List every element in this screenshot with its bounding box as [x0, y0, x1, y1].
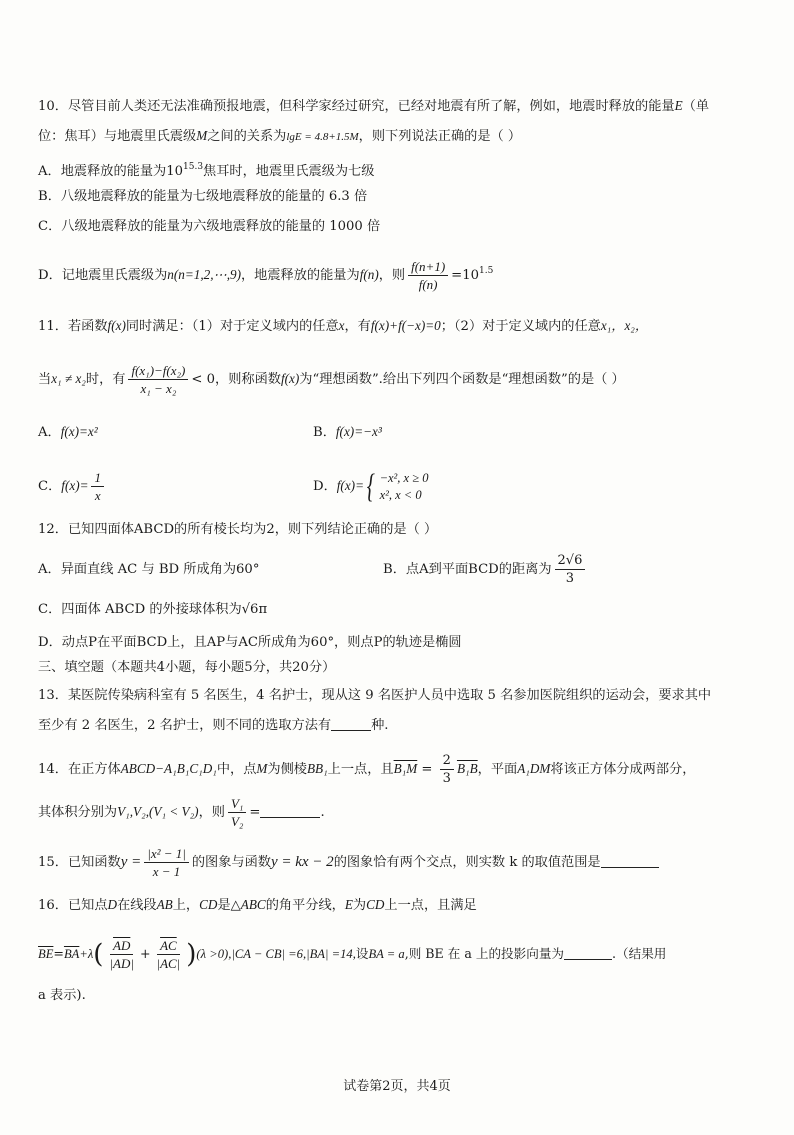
q15-y-eq: y = — [120, 854, 142, 870]
q16-frac2-den: |AC| — [156, 956, 181, 971]
q10-option-d — [38, 252, 756, 295]
q10-option-a-text: A．地震释放的能量为10 — [38, 164, 183, 179]
q16-text-1b: 在线段 — [117, 898, 157, 913]
q16-frac1-num: $\overline{AD}$ — [110, 937, 133, 955]
q14-m: M — [256, 761, 268, 776]
q15-line — [38, 842, 756, 883]
q14-cube: ABCD−A₁B₁C₁D₁ — [120, 761, 217, 776]
q11-option-c-den: x — [94, 488, 101, 503]
q14-answer-blank[interactable] — [260, 817, 320, 818]
q11-frac-num: f(x₁)−f(x₂) — [128, 362, 188, 380]
q11-option-c-fraction — [91, 469, 104, 504]
q16-frac1-den: |AD| — [109, 956, 134, 971]
q16-e: E — [344, 897, 353, 912]
q14-text-1d: 上一点，且 — [327, 762, 394, 777]
q13-text-2a: 至少有 2 名医生，2 名护士，则不同的选取方法有 — [38, 718, 332, 733]
q16-lambda-cond: (λ >0), — [196, 947, 232, 961]
q14-text-2d: . — [320, 805, 325, 820]
q16-frac2-num: $\overline{AC}$ — [157, 937, 180, 955]
q15-text-b: 的图象与函数 — [191, 855, 271, 870]
q12-option-c — [38, 600, 756, 620]
q16-line-1 — [38, 895, 756, 916]
q16-text-1g: 上一点，且满足 — [384, 898, 477, 913]
q11-fraction — [128, 362, 188, 397]
q13-answer-blank[interactable] — [331, 730, 371, 731]
q10-option-a-exp: 15.3 — [183, 162, 204, 172]
q13-line-1 — [38, 686, 756, 706]
q10-option-b-text: B．八级地震释放的能量为七级地震释放的能量的 6.3 倍 — [38, 189, 368, 204]
q11-text: 11．若函数 — [38, 319, 108, 334]
q14-text-2c: = — [249, 805, 261, 820]
q16-cond-b: |BA| =14, — [306, 947, 356, 961]
q11-option-a-label: A． — [38, 425, 61, 440]
q14-vec-left: B₁M — [393, 761, 418, 776]
q11-case-2: x², x < 0 — [379, 487, 422, 502]
q14-text-2b: ，则 — [198, 805, 225, 820]
q11-x: x — [338, 318, 345, 333]
q14-text-1e: ，平面 — [477, 762, 518, 777]
q14-ratio-num: V₁ — [228, 795, 246, 813]
q16-text-1f: 为 — [352, 898, 367, 913]
q12-stem-text: 12．已知四面体ABCD的所有棱长均为2，则下列结论正确的是（ ） — [38, 522, 438, 537]
q11-text-2a: 当 — [38, 372, 52, 387]
q11-stem-line-1 — [38, 316, 756, 337]
q16-answer-blank[interactable] — [564, 959, 612, 960]
q14-vols: V₁,V₂,(V₁ < V₂) — [117, 804, 199, 819]
q11-case-1: −x², x ≥ 0 — [379, 470, 429, 485]
q16-tail: ,则 BE 在 a 上的投影向量为 — [404, 946, 565, 961]
q14-eq-den: 3 — [442, 771, 451, 786]
q11-option-b: f(x)=−x³ — [335, 424, 382, 439]
q11-options-ab — [38, 422, 756, 443]
q10-text-2c: ，则下列说法正确的是（ ） — [358, 129, 522, 144]
q15-den: x − 1 — [152, 864, 181, 879]
q10-option-c — [38, 217, 756, 237]
q16-frac-2 — [154, 937, 184, 972]
q16-vec-ba: $\overline{BA}$ — [63, 947, 80, 961]
left-paren-glyph: ( — [93, 939, 104, 970]
q12-option-b-fraction — [555, 552, 586, 587]
q10-option-d-n: n(n=1,2,⋯,9) — [167, 267, 241, 282]
q10-option-d-fraction — [408, 258, 448, 293]
q11-stem-line-2 — [38, 360, 756, 399]
q11-cond1: f(x)+f(−x)=0 — [370, 318, 441, 333]
q12-option-b-den: 3 — [565, 571, 575, 586]
section-3-title — [38, 658, 756, 678]
q14-text-2a: 其体积分别为 — [38, 805, 118, 820]
q11-option-c-num: 1 — [91, 469, 104, 487]
q16-set: 设 — [355, 946, 369, 961]
q10-var-m: M — [196, 128, 208, 143]
q12-option-a: A．异面直线 AC 与 BD 所成角为60° — [38, 562, 260, 577]
q14-eq-fraction — [440, 752, 454, 787]
q16-plus-lambda: +λ — [79, 947, 94, 961]
q10-option-b — [38, 187, 756, 207]
q16-a-def: BA = a — [368, 947, 405, 961]
q16-text-1c: 上， — [172, 898, 200, 913]
q14-bb1: BB₁ — [306, 761, 328, 776]
q12-options-ab — [38, 552, 756, 588]
q11-x1x2: x₁，x₂， — [600, 318, 649, 333]
q11-text-c: ，有 — [344, 319, 371, 334]
q11-neq: x₁ ≠ x₂ — [51, 371, 86, 386]
q11-frac-den: x₁ − x₂ — [140, 381, 177, 396]
q16-ab: AB — [156, 897, 173, 912]
q14-text-1b: 中，点 — [216, 762, 257, 777]
q15-num: |x² − 1| — [144, 845, 189, 863]
q11-option-d-lhs: f(x)= — [336, 478, 364, 493]
q16-cd-2: CD — [366, 897, 385, 912]
q10-text-2a: 位：焦耳）与地震里氏震级 — [38, 129, 197, 144]
q14-ratio-fraction — [228, 795, 246, 830]
q14-text-1a: 14．在正方体 — [38, 762, 121, 777]
q16-vec-be: $\overline{BE}$ — [38, 947, 54, 961]
q10-option-d-fn: f(n) — [359, 267, 379, 282]
q14-plane: A₁DM — [517, 761, 551, 776]
brace-glyph: { — [366, 467, 375, 505]
q16-d: D — [107, 897, 118, 912]
q11-text-b: 同时满足：（1）对于定义域内的任意 — [125, 319, 339, 334]
q16-frac-1 — [106, 937, 136, 972]
q16-line-3 — [38, 986, 756, 1006]
q11-text-d: ；（2）对于定义域内的任意 — [440, 319, 601, 334]
q10-text: 10．尽管目前人类还无法准确预报地震，但科学家经过研究，已经对地震有所了解，例如，地震时释放的能量 — [38, 99, 675, 114]
q13-line-2 — [38, 716, 756, 736]
page-footer: 试卷第2页，共4页 — [343, 1079, 451, 1094]
q15-fraction — [144, 845, 189, 880]
q10-option-d-text-3: ，则 — [378, 268, 406, 283]
q16-tri: △ABC — [230, 897, 266, 912]
q14-line-1: 14．在正方体ABCD−A₁B₁C₁D₁中，点M为侧棱BB₁上一点，且B₁M = $\frac{2}{3}$ B₁B，平面A₁DM将该正方体分成两部分， — [38, 753, 696, 786]
right-paren-glyph: ) — [186, 939, 197, 970]
q12-option-d — [38, 633, 756, 653]
q11-text-2d: 为“理想函数”.给出下列四个函数是“理想函数”的是（ ） — [299, 372, 625, 387]
q12-option-b-text: B．点A到平面BCD的距离为 — [383, 562, 552, 577]
q10-option-a-text-2: 焦耳时，地震里氏震级为七级 — [203, 164, 375, 179]
q10-option-a — [38, 157, 756, 182]
q10-option-d-rhs: =10 — [451, 268, 479, 283]
q11-fx-2: f(x) — [280, 371, 300, 386]
q14-line-2 — [38, 794, 756, 831]
q10-stem-line-2 — [38, 126, 756, 147]
q10-option-d-text-2: ，地震释放的能量为 — [241, 268, 360, 283]
q16-cond-a: |CA − CB| =6, — [231, 947, 307, 961]
q14-ratio-den: V₂ — [230, 814, 244, 829]
q16-eq: = — [53, 946, 64, 961]
q14-vec-right: B₁B — [456, 761, 478, 776]
q10-text-2b: 之间的关系为 — [207, 129, 287, 144]
q11-option-d-piecewise — [364, 467, 429, 505]
q15-text-a: 15．已知函数 — [38, 855, 121, 870]
q11-fx: f(x) — [107, 318, 126, 333]
q10-frac-num: f(n+1) — [408, 258, 448, 276]
q15-answer-blank[interactable] — [601, 867, 659, 868]
q16-text-2: a 表示). — [38, 988, 86, 1003]
q16-plus: + — [139, 946, 151, 961]
q10-text-b: （单 — [682, 99, 710, 114]
q16-line-2 — [38, 932, 756, 977]
q16-text-1d: 是 — [217, 898, 231, 913]
q14-text-1c: 为侧棱 — [267, 762, 307, 777]
q11-option-c-label: C． — [38, 479, 62, 494]
q16-note: .（结果用 — [612, 946, 667, 961]
q12-option-d-text: D．动点P在平面BCD上，且AP与AC所成角为60°，则点P的轨迹是椭圆 — [38, 635, 462, 650]
q10-formula: lgE = 4.8+1.5M — [286, 131, 359, 143]
q14-text-1f: 将该正方体分成两部分， — [550, 762, 696, 777]
q16-text-1e: 的角平分线， — [265, 898, 345, 913]
q14-eq-num: 2 — [440, 752, 454, 770]
q16-cd: CD — [199, 897, 218, 912]
q11-option-a: f(x)=x² — [60, 424, 98, 439]
q10-option-d-exp: 1.5 — [479, 266, 494, 276]
q11-text-2b: 时，有 — [85, 372, 126, 387]
q10-option-c-text: C．八级地震释放的能量为六级地震释放的能量的 1000 倍 — [38, 219, 381, 234]
q12-stem — [38, 520, 756, 540]
q11-option-c-lhs: f(x)= — [61, 478, 89, 493]
q11-options-cd — [38, 466, 756, 507]
q11-text-2c: < 0，则称函数 — [191, 372, 281, 387]
q15-g: y = kx − 2 — [270, 854, 334, 870]
q15-text-c: 的图象恰有两个交点，则实数 k 的取值范围是 — [333, 855, 601, 870]
q10-stem-line-1 — [38, 96, 756, 117]
q13-text-1: 13．某医院传染病科室有 5 名医生，4 名护士，现从这 9 名医护人员中选取 5 名参加医院组织的运动会，要求其中 — [38, 688, 712, 703]
section-3-title-text: 三、填空题（本题共4小题，每小题5分，共20分） — [38, 660, 336, 675]
q10-option-d-text: D．记地震里氏震级为 — [38, 268, 168, 283]
q11-option-d-label: D． — [313, 479, 337, 494]
q10-frac-den: f(n) — [418, 277, 438, 292]
q12-option-b-num: 2√6 — [555, 552, 586, 570]
q10-var-e: E — [674, 98, 683, 113]
q13-text-2b: 种. — [371, 718, 389, 733]
q16-text-1a: 16．已知点 — [38, 898, 108, 913]
q11-option-b-label: B． — [313, 425, 336, 440]
q12-option-c-text: C．四面体 ABCD 的外接球体积为√6π — [38, 602, 268, 617]
